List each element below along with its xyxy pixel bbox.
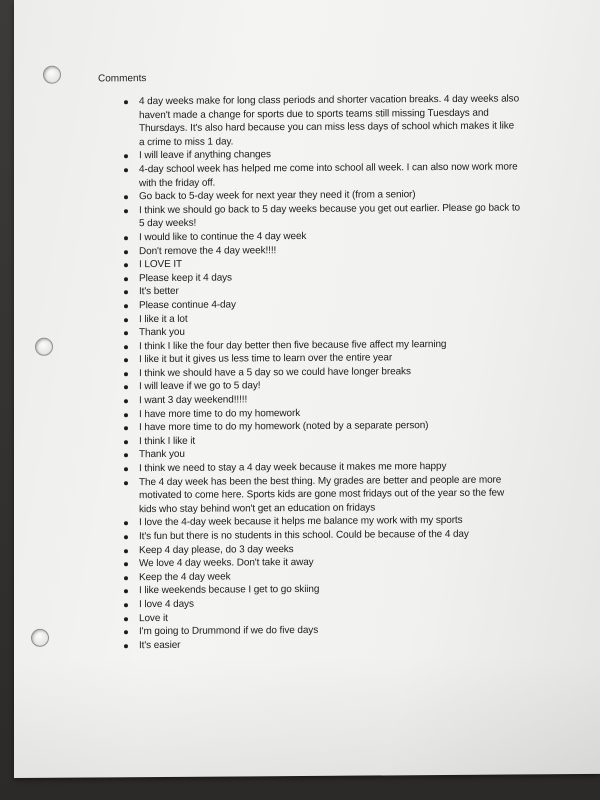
comment-item: Keep 4 day please, do 3 day weeks	[122, 541, 554, 558]
comment-item: I think we should go back to 5 day weeks because you get out earlier. Please go back to 5 day weeks!	[122, 201, 554, 231]
punch-hole-middle	[35, 338, 53, 356]
comment-item: I think I like it	[122, 432, 554, 449]
comment-item: I think I like the four day better then five because five affect my learning	[122, 337, 554, 354]
comment-item: I love 4 days	[122, 595, 554, 612]
punch-hole-top	[43, 66, 61, 84]
comment-item: I LOVE IT	[122, 255, 554, 272]
comment-item: I will leave if anything changes	[122, 147, 554, 164]
comments-list	[122, 92, 554, 652]
comment-item: It's better	[122, 283, 554, 300]
comment-item: 4 day weeks make for long class periods and shorter vacation breaks. 4 day weeks also haven't made a change for sports due to sports teams still missing Tuesdays and Thursdays. It's also hard because you can miss less days of school which makes it like a crime to miss 1 day.	[122, 92, 554, 149]
comment-item: I like it but it gives us less time to learn over the entire year	[122, 351, 554, 368]
comment-item: Thank you	[122, 323, 554, 340]
comment-item: I love the 4-day week because it helps me balance my work with my sports	[122, 514, 554, 531]
comment-item: I have more time to do my homework (noted by a separate person)	[122, 418, 554, 435]
comment-item: Please keep it 4 days	[122, 269, 554, 286]
comment-item: 4-day school week has helped me come into school all week. I can also now work more with the friday off.	[122, 160, 554, 190]
page-heading: Comments	[98, 73, 147, 85]
comment-item: Love it	[122, 609, 554, 626]
comment-item: Please continue 4-day	[122, 296, 554, 313]
paper-shadow	[14, 654, 600, 778]
comment-item: I like it a lot	[122, 310, 554, 327]
comment-item: Don't remove the 4 day week!!!!	[122, 242, 554, 259]
comment-item: I would like to continue the 4 day week	[122, 228, 554, 245]
comment-item: It's fun but there is no students in this school. Could be because of the 4 day	[122, 527, 554, 544]
paper-sheet	[14, 0, 600, 778]
comment-item: I have more time to do my homework	[122, 405, 554, 422]
comment-item: I'm going to Drummond if we do five days	[122, 622, 554, 639]
comment-item: I will leave if we go to 5 day!	[122, 378, 554, 395]
comment-item: The 4 day week has been the best thing. My grades are better and people are more motivated to come here. Sports kids are gone most fridays out of the year so the few kids who stay behind won't get an education on fridays	[122, 473, 554, 517]
punch-hole-bottom	[31, 629, 49, 647]
comment-item: I want 3 day weekend!!!!!	[122, 391, 554, 408]
comment-item: Thank you	[122, 446, 554, 463]
comment-item: I think we should have a 5 day so we could have longer breaks	[122, 364, 554, 381]
comment-item: Go back to 5-day week for next year they need it (from a senior)	[122, 187, 554, 204]
comment-item: I think we need to stay a 4 day week because it makes me more happy	[122, 459, 554, 476]
comment-item: We love 4 day weeks. Don't take it away	[122, 554, 554, 571]
comment-item: Keep the 4 day week	[122, 568, 554, 585]
comment-item: I like weekends because I get to go skiing	[122, 582, 554, 599]
comment-item: It's easier	[122, 636, 554, 653]
